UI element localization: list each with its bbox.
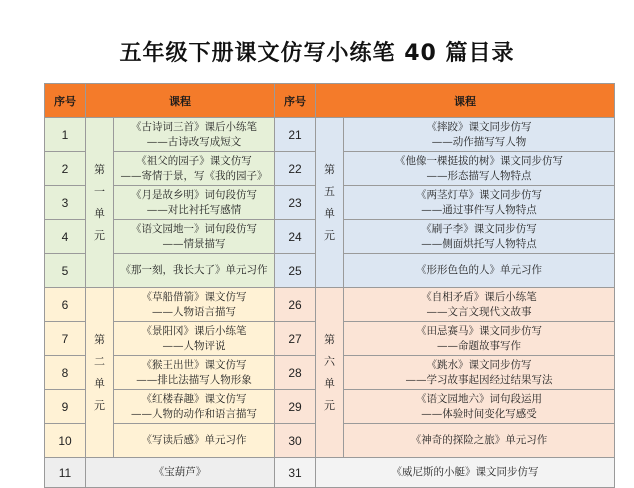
lesson-title: 《摔跤》课文同步仿写 — [426, 120, 532, 133]
left-number: 8 — [45, 356, 86, 390]
lesson-title: 《两茎灯草》课文同步仿写 — [416, 188, 542, 201]
table-row — [45, 288, 615, 322]
lesson-subtitle: ——动作描写写人物 — [431, 135, 527, 148]
lesson-subtitle: ——体验时间变化写感受 — [421, 407, 537, 420]
left-lesson — [114, 152, 275, 186]
right-lesson — [344, 118, 615, 152]
right-number: 30 — [275, 424, 316, 458]
table-row — [45, 458, 615, 488]
right-number: 31 — [275, 458, 316, 488]
unit-char: 单 — [324, 376, 335, 390]
right-number: 23 — [275, 186, 316, 220]
lesson-title: 《威尼斯的小艇》课文同步仿写 — [391, 466, 539, 478]
unit-char: 第 — [324, 162, 335, 176]
unit-char: 第 — [94, 332, 105, 346]
right-lesson — [344, 322, 615, 356]
right-number: 27 — [275, 322, 316, 356]
left-lesson — [114, 288, 275, 322]
header-course-left: 课程 — [86, 84, 275, 118]
right-lesson — [344, 390, 615, 424]
left-number: 2 — [45, 152, 86, 186]
lesson-subtitle: ——人物评说 — [162, 339, 226, 352]
left-lesson — [114, 390, 275, 424]
unit-label-right-6 — [316, 288, 344, 458]
unit-char: 单 — [94, 206, 105, 220]
left-number: 3 — [45, 186, 86, 220]
left-lesson — [114, 220, 275, 254]
lesson-title: 《红楼春趣》课文仿写 — [141, 392, 247, 405]
unit-char: 二 — [94, 354, 105, 368]
lesson-subtitle: ——通过事件写人物特点 — [421, 203, 537, 216]
right-number: 22 — [275, 152, 316, 186]
table-row — [45, 118, 615, 152]
unit-char: 单 — [324, 206, 335, 220]
lesson-subtitle: ——情景描写 — [162, 237, 226, 250]
unit-char: 五 — [324, 184, 335, 198]
lesson-title: 《月是故乡明》词句段仿写 — [131, 188, 257, 201]
header-no-right: 序号 — [275, 84, 316, 118]
right-lesson — [344, 356, 615, 390]
lesson-title: 《他像一棵挺拔的树》课文同步仿写 — [395, 154, 563, 167]
header-no-left: 序号 — [45, 84, 86, 118]
unit-char: 元 — [94, 228, 105, 242]
lesson-subtitle: ——对比衬托写感情 — [146, 203, 242, 216]
right-lesson — [344, 254, 615, 288]
unit-char: 元 — [94, 398, 105, 412]
right-number: 29 — [275, 390, 316, 424]
lesson-title: 《跳水》课文同步仿写 — [426, 358, 532, 371]
left-lesson — [114, 322, 275, 356]
right-lesson — [344, 152, 615, 186]
unit-char: 元 — [324, 228, 335, 242]
left-number: 1 — [45, 118, 86, 152]
contents-table — [44, 83, 615, 488]
unit-char: 元 — [324, 398, 335, 412]
left-lesson — [114, 254, 275, 288]
left-lesson — [86, 458, 275, 488]
left-number: 7 — [45, 322, 86, 356]
right-number: 28 — [275, 356, 316, 390]
unit-label-left-2 — [86, 288, 114, 458]
lesson-subtitle: ——古诗改写成短文 — [146, 135, 242, 148]
left-lesson — [114, 186, 275, 220]
left-lesson — [114, 424, 275, 458]
lesson-title: 《形形色色的人》单元习作 — [416, 264, 542, 276]
lesson-subtitle: ——寄情于景，写《我的园子》 — [120, 169, 268, 182]
left-number: 9 — [45, 390, 86, 424]
lesson-title: 《古诗词三首》课后小练笔 — [131, 120, 257, 133]
header-course-right: 课程 — [316, 84, 615, 118]
lesson-subtitle: ——人物语言描写 — [152, 305, 236, 318]
left-lesson — [114, 118, 275, 152]
unit-label-right-5 — [316, 118, 344, 288]
lesson-title: 《田忌赛马》课文同步仿写 — [416, 324, 542, 337]
right-number: 25 — [275, 254, 316, 288]
lesson-title: 《祖父的园子》课文仿写 — [136, 154, 252, 167]
lesson-title: 《语文园地一》词句段仿写 — [131, 222, 257, 235]
right-lesson — [344, 186, 615, 220]
right-number: 21 — [275, 118, 316, 152]
lesson-title: 《神奇的探险之旅》单元习作 — [410, 434, 548, 446]
lesson-subtitle: ——侧面烘托写人物特点 — [421, 237, 537, 250]
unit-char: 单 — [94, 376, 105, 390]
lesson-title: 《自相矛盾》课后小练笔 — [421, 290, 537, 303]
lesson-subtitle: ——命题故事写作 — [437, 339, 521, 352]
right-lesson — [344, 424, 615, 458]
left-number: 10 — [45, 424, 86, 458]
lesson-subtitle: ——形态描写人物特点 — [426, 169, 532, 182]
right-lesson — [344, 288, 615, 322]
unit-char: 第 — [94, 162, 105, 176]
lesson-subtitle: ——人物的动作和语言描写 — [131, 407, 257, 420]
left-number: 5 — [45, 254, 86, 288]
page-title: 五年级下册课文仿写小练笔 40 篇目录 — [119, 41, 515, 66]
unit-char: 第 — [324, 332, 335, 346]
lesson-title: 《宝葫芦》 — [153, 466, 207, 478]
left-lesson — [114, 356, 275, 390]
lesson-title: 《那一刻，我长大了》单元习作 — [120, 264, 268, 276]
right-number: 26 — [275, 288, 316, 322]
unit-char: 六 — [324, 354, 335, 368]
right-lesson — [316, 458, 615, 488]
header-row — [45, 84, 615, 118]
unit-label-left-1 — [86, 118, 114, 288]
lesson-title: 《刷子李》课文同步仿写 — [421, 222, 537, 235]
lesson-title: 《写读后感》单元习作 — [141, 434, 247, 446]
left-number: 4 — [45, 220, 86, 254]
lesson-subtitle: ——文言文现代文故事 — [426, 305, 532, 318]
lesson-title: 《景阳冈》课后小练笔 — [141, 324, 247, 337]
left-number: 6 — [45, 288, 86, 322]
left-number: 11 — [45, 458, 86, 488]
lesson-title: 《草船借箭》课文仿写 — [141, 290, 247, 303]
lesson-title: 《猴王出世》课文仿写 — [141, 358, 247, 371]
lesson-subtitle: ——学习故事起因经过结果写法 — [405, 373, 553, 386]
lesson-subtitle: ——排比法描写人物形象 — [136, 373, 252, 386]
right-lesson — [344, 220, 615, 254]
unit-char: 一 — [94, 184, 105, 198]
right-number: 24 — [275, 220, 316, 254]
lesson-title: 《语文园地六》词句段运用 — [416, 392, 542, 405]
